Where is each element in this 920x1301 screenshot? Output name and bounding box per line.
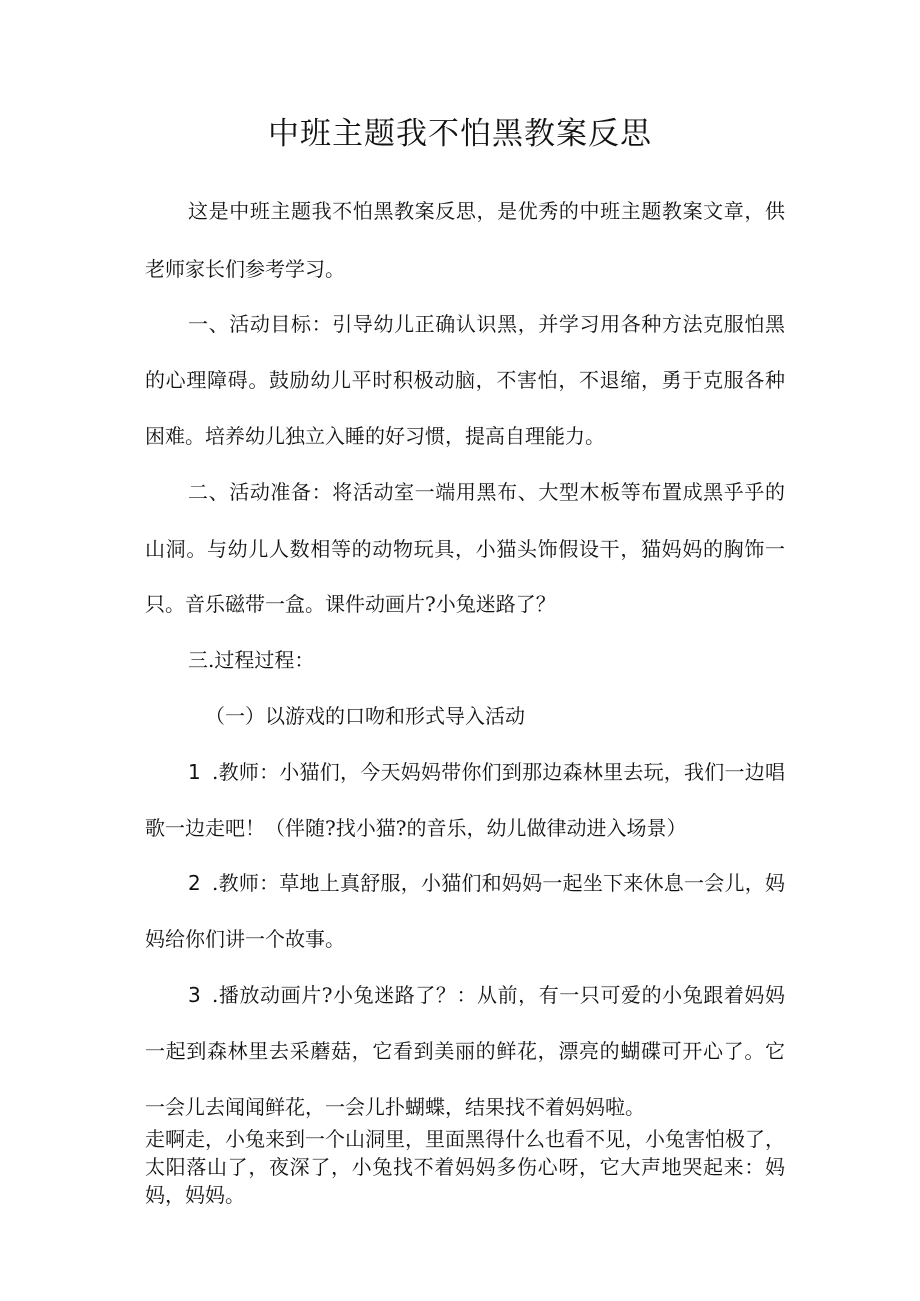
process-heading: 三.过程过程： [188, 648, 315, 672]
preparation-line-1: 二、活动准备：将活动室一端用黑布、大型木板等布置成黑乎乎的 [188, 480, 785, 504]
intro-line-1: 这是中班主题我不怕黑教案反思，是优秀的中班主题教案文章，供 [188, 199, 785, 223]
sub-heading: （一）以游戏的口吻和形式导入活动 [205, 704, 525, 728]
step-3-line-3: 一会儿去闻闻鲜花，一会儿扑蝴蝶，结果找不着妈妈啦。 [145, 1095, 645, 1119]
step-2-text: .教师：草地上真舒服，小猫们和妈妈一起坐下来休息一会儿，妈 [212, 871, 785, 895]
step-1-line-1 [188, 757, 785, 787]
preparation-line-2: 山洞。与幼儿人数相等的动物玩具，小猫头饰假设干，猫妈妈的胸饰一 [145, 537, 785, 561]
step-1-line-2: 歌一边走吧！（伴随?找小猫?的音乐，幼儿做律动进入场景） [145, 816, 687, 840]
story-line-2: 太阳落山了，夜深了，小兔找不着妈妈多伤心呀，它大声地哭起来：妈 [145, 1155, 785, 1179]
intro-line-2: 老师家长们参考学习。 [145, 257, 345, 281]
goals-line-2: 的心理障碍。鼓励幼儿平时积极动脑，不害怕，不退缩，勇于克服各种 [145, 368, 785, 392]
step-3-number: 3 [188, 983, 201, 1007]
step-3-line-1 [188, 980, 785, 1010]
story-line-1: 走啊走，小兔来到一个山洞里，里面黑得什么也看不见，小兔害怕极了， [145, 1127, 785, 1151]
goals-line-1: 一、活动目标：引导幼儿正确认识黑，并学习用各种方法克服怕黑 [188, 312, 785, 336]
preparation-line-3: 只。音乐磁带一盒。课件动画片?小兔迷路了？ [145, 592, 556, 616]
step-3-text: .播放动画片?小兔迷路了？：从前，有一只可爱的小兔跟着妈妈 [212, 983, 785, 1007]
document-title: 中班主题我不怕黑教案反思 [268, 116, 652, 152]
step-1-number: 1 [188, 760, 201, 784]
step-1-text: .教师：小猫们，今天妈妈带你们到那边森林里去玩，我们一边唱 [212, 760, 785, 784]
step-2-line-2: 妈给你们讲一个故事。 [145, 927, 345, 951]
story-line-3: 妈，妈妈。 [145, 1183, 245, 1207]
step-2-line-1 [188, 868, 785, 898]
goals-line-3: 困难。培养幼儿独立入睡的好习惯，提高自理能力。 [145, 424, 605, 448]
step-3-line-2: 一起到森林里去采蘑菇，它看到美丽的鲜花，漂亮的蝴碟可开心了。它 [145, 1039, 785, 1063]
step-2-number: 2 [188, 871, 201, 895]
